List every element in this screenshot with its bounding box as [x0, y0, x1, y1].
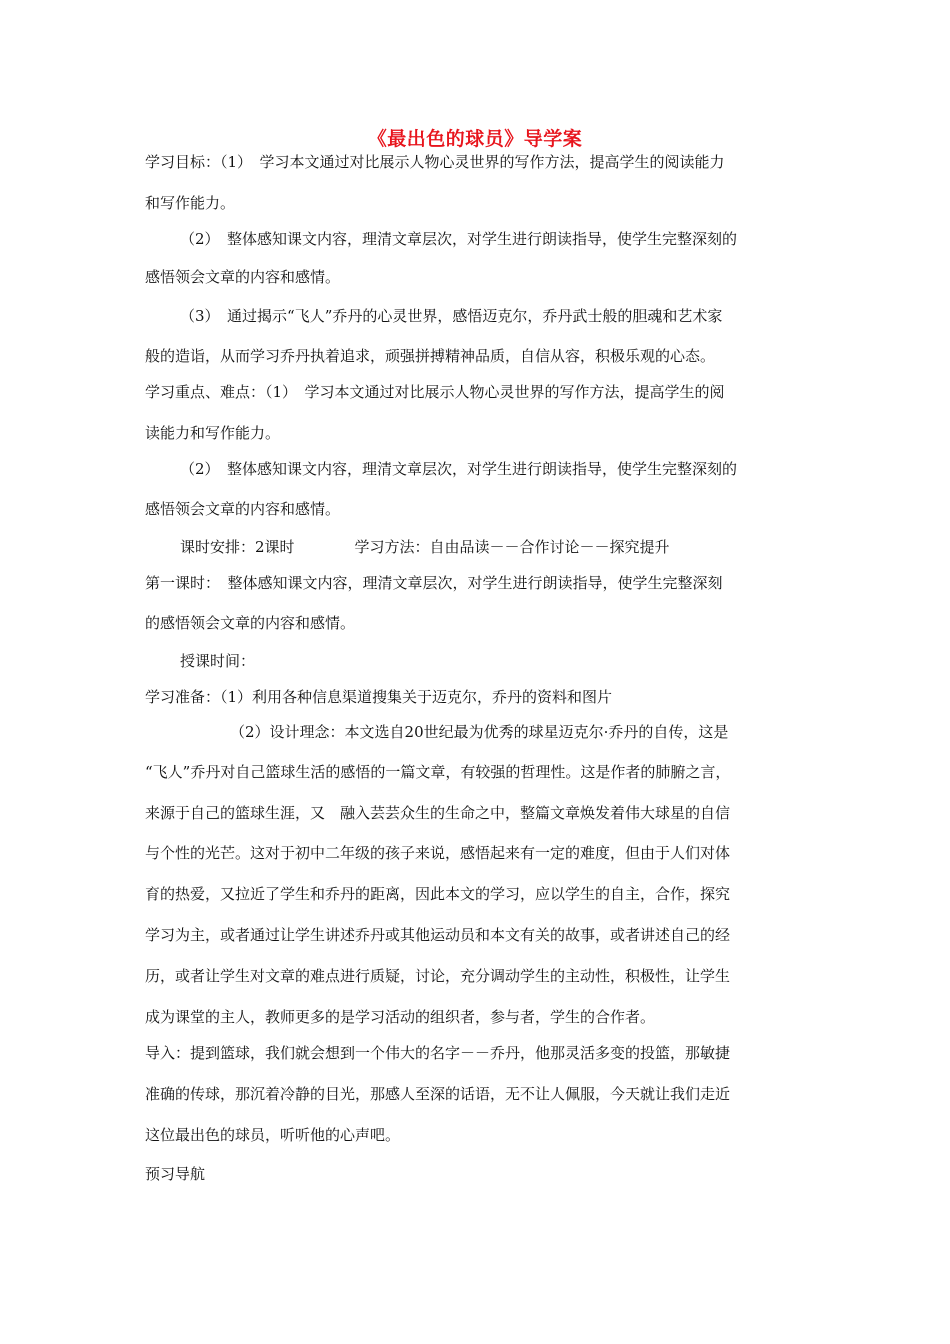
- text-line: 第一课时： 整体感知课文内容，理清文章层次，对学生进行朗读指导，使学生完整深刻: [145, 574, 723, 592]
- text-line: 这位最出色的球员，听听他的心声吧。: [145, 1126, 401, 1144]
- text-line: 授课时间：: [180, 652, 256, 670]
- text-line: 学习为主，或者通过让学生讲述乔丹或其他运动员和本文有关的故事，或者讲述自己的经: [145, 926, 731, 944]
- text-line: 感悟领会文章的内容和感情。: [145, 500, 341, 518]
- text-line: （2）设计理念：本文选自20世纪最为优秀的球星迈克尔·乔丹的自传，这是: [230, 723, 729, 741]
- text-line: 课时安排：2课时 学习方法：自由品读－－合作讨论－－探究提升: [180, 538, 670, 556]
- document-title: 《最出色的球员》导学案: [367, 128, 583, 150]
- text-line: 学习目标：（1） 学习本文通过对比展示人物心灵世界的写作方法，提高学生的阅读能力: [145, 153, 725, 171]
- text-line: （2） 整体感知课文内容，理清文章层次，对学生进行朗读指导，使学生完整深刻的: [180, 460, 738, 478]
- text-line: 般的造诣，从而学习乔丹执着追求，顽强拼搏精神品质，自信从容，积极乐观的心态。: [145, 347, 716, 365]
- text-line: 准确的传球，那沉着冷静的目光，那感人至深的话语，无不让人佩服，今天就让我们走近: [145, 1085, 731, 1103]
- text-line: 来源于自己的篮球生涯，又 融入芸芸众生的生命之中，整篇文章焕发着伟大球星的自信: [145, 804, 731, 822]
- text-line: 和写作能力。: [145, 194, 236, 212]
- text-line: 预习导航: [145, 1165, 206, 1183]
- text-line: 读能力和写作能力。: [145, 424, 281, 442]
- text-line: 育的热爱，又拉近了学生和乔丹的距离，因此本文的学习，应以学生的自主，合作，探究: [145, 885, 731, 903]
- text-line: （2） 整体感知课文内容，理清文章层次，对学生进行朗读指导，使学生完整深刻的: [180, 230, 738, 248]
- text-line: 导入：提到篮球，我们就会想到一个伟大的名字－－乔丹，他那灵活多变的投篮，那敏捷: [145, 1044, 731, 1062]
- text-line: “飞人”乔丹对自己篮球生活的感悟的一篇文章，有较强的哲理性。这是作者的肺腑之言，: [145, 763, 731, 781]
- text-line: 历，或者让学生对文章的难点进行质疑，讨论，充分调动学生的主动性，积极性，让学生: [145, 967, 731, 985]
- text-line: 学习准备：（1）利用各种信息渠道搜集关于迈克尔，乔丹的资料和图片: [145, 688, 613, 706]
- text-line: 成为课堂的主人，教师更多的是学习活动的组织者，参与者，学生的合作者。: [145, 1008, 656, 1026]
- text-line: 感悟领会文章的内容和感情。: [145, 268, 341, 286]
- text-line: 与个性的光芒。这对于初中二年级的孩子来说，感悟起来有一定的难度，但由于人们对体: [145, 844, 731, 862]
- text-line: 学习重点、难点：（1） 学习本文通过对比展示人物心灵世界的写作方法，提高学生的阅: [145, 383, 725, 401]
- text-line: （3） 通过揭示“飞人”乔丹的心灵世界，感悟迈克尔，乔丹武士般的胆魂和艺术家: [180, 307, 723, 325]
- text-line: 的感悟领会文章的内容和感情。: [145, 614, 356, 632]
